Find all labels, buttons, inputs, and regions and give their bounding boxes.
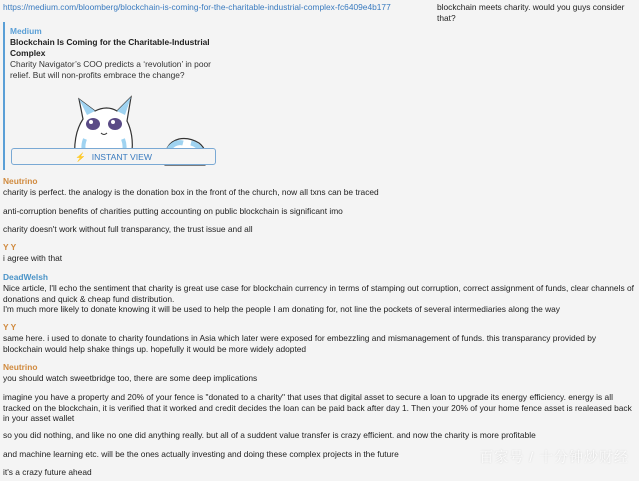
message-text: Nice article, I'll echo the sentiment that charity is great use case for blockchain currency in terms of stamping out corruption, correct assignment of funds, clear channels of donations and quick & cheap fund distribution. [3, 283, 634, 304]
message-text: charity doesn't work without full transparancy, the trust issue and all [3, 224, 253, 234]
preview-title: Blockchain Is Coming for the Charitable-Industrial Complex [10, 37, 210, 58]
message-author[interactable]: DeadWelsh [3, 272, 48, 282]
message-text: anti-corruption benefits of charities putting accounting on public blockchain is significant imo [3, 206, 343, 216]
message-text: I'm much more likely to donate knowing it will be used to help the people I am donating for, not line the pockets of several intermediaries along the way [3, 304, 560, 314]
message-text: and machine learning etc. will be the ones actually investing and doing these complex projects in the future [3, 449, 399, 459]
message-text: charity is perfect. the analogy is the donation box in the front of the church, now all txns can be traced [3, 187, 379, 197]
message-author[interactable]: Neutrino [3, 362, 38, 372]
preview-source: Medium [10, 26, 42, 36]
message-text: you should watch sweetbridge too, there are some deep implications [3, 373, 258, 383]
lightning-icon: ⚡ [74, 152, 86, 162]
preview-description: Charity Navigator’s COO predicts a ‘revolution’ in poor relief. But will non-profits embrace the change? [10, 59, 211, 80]
link-preview-card[interactable] [3, 22, 217, 170]
instant-view-label: INSTANT VIEW [91, 152, 153, 162]
message-text: it's a crazy future ahead [3, 467, 92, 477]
message-text: i agree with that [3, 253, 63, 263]
article-link[interactable]: https://medium.com/bloomberg/blockchain-is-coming-for-the-charitable-industrial-complex-fc6409e4b177 [3, 2, 391, 12]
message-text: same here. i used to donate to charity foundations in Asia which later were exposed for embezzling and mismanagement of funds. this transparancy provided by blockchain would help shake things up. hopefully it would be more widely adopted [3, 333, 597, 354]
watermark: 百家号 / 十分钟炒财经 [479, 449, 629, 465]
message-text: imagine you have a property and 20% of your fence is "donated to a charity" that uses that digital asset to secure a loan to upgrade its energy efficiency. energy is all tracked on the blockchain, it is verified that it worked and credit decides the loan can be paid back after day 1. Then your 20% of your home fence asset is realeased back in your asset wallet [3, 392, 632, 424]
message-author[interactable]: Neutrino [3, 176, 38, 186]
message-author[interactable]: Y Y [3, 322, 17, 332]
message-author[interactable]: Y Y [3, 242, 17, 252]
message-text: blockchain meets charity. would you guys consider that? [437, 2, 625, 23]
instant-view-button[interactable] [11, 148, 216, 165]
message-text: so you did nothing, and like no one did anything really. but all of a suddent value transfer is crazy efficient. and now the charity is more profitable [3, 430, 536, 440]
